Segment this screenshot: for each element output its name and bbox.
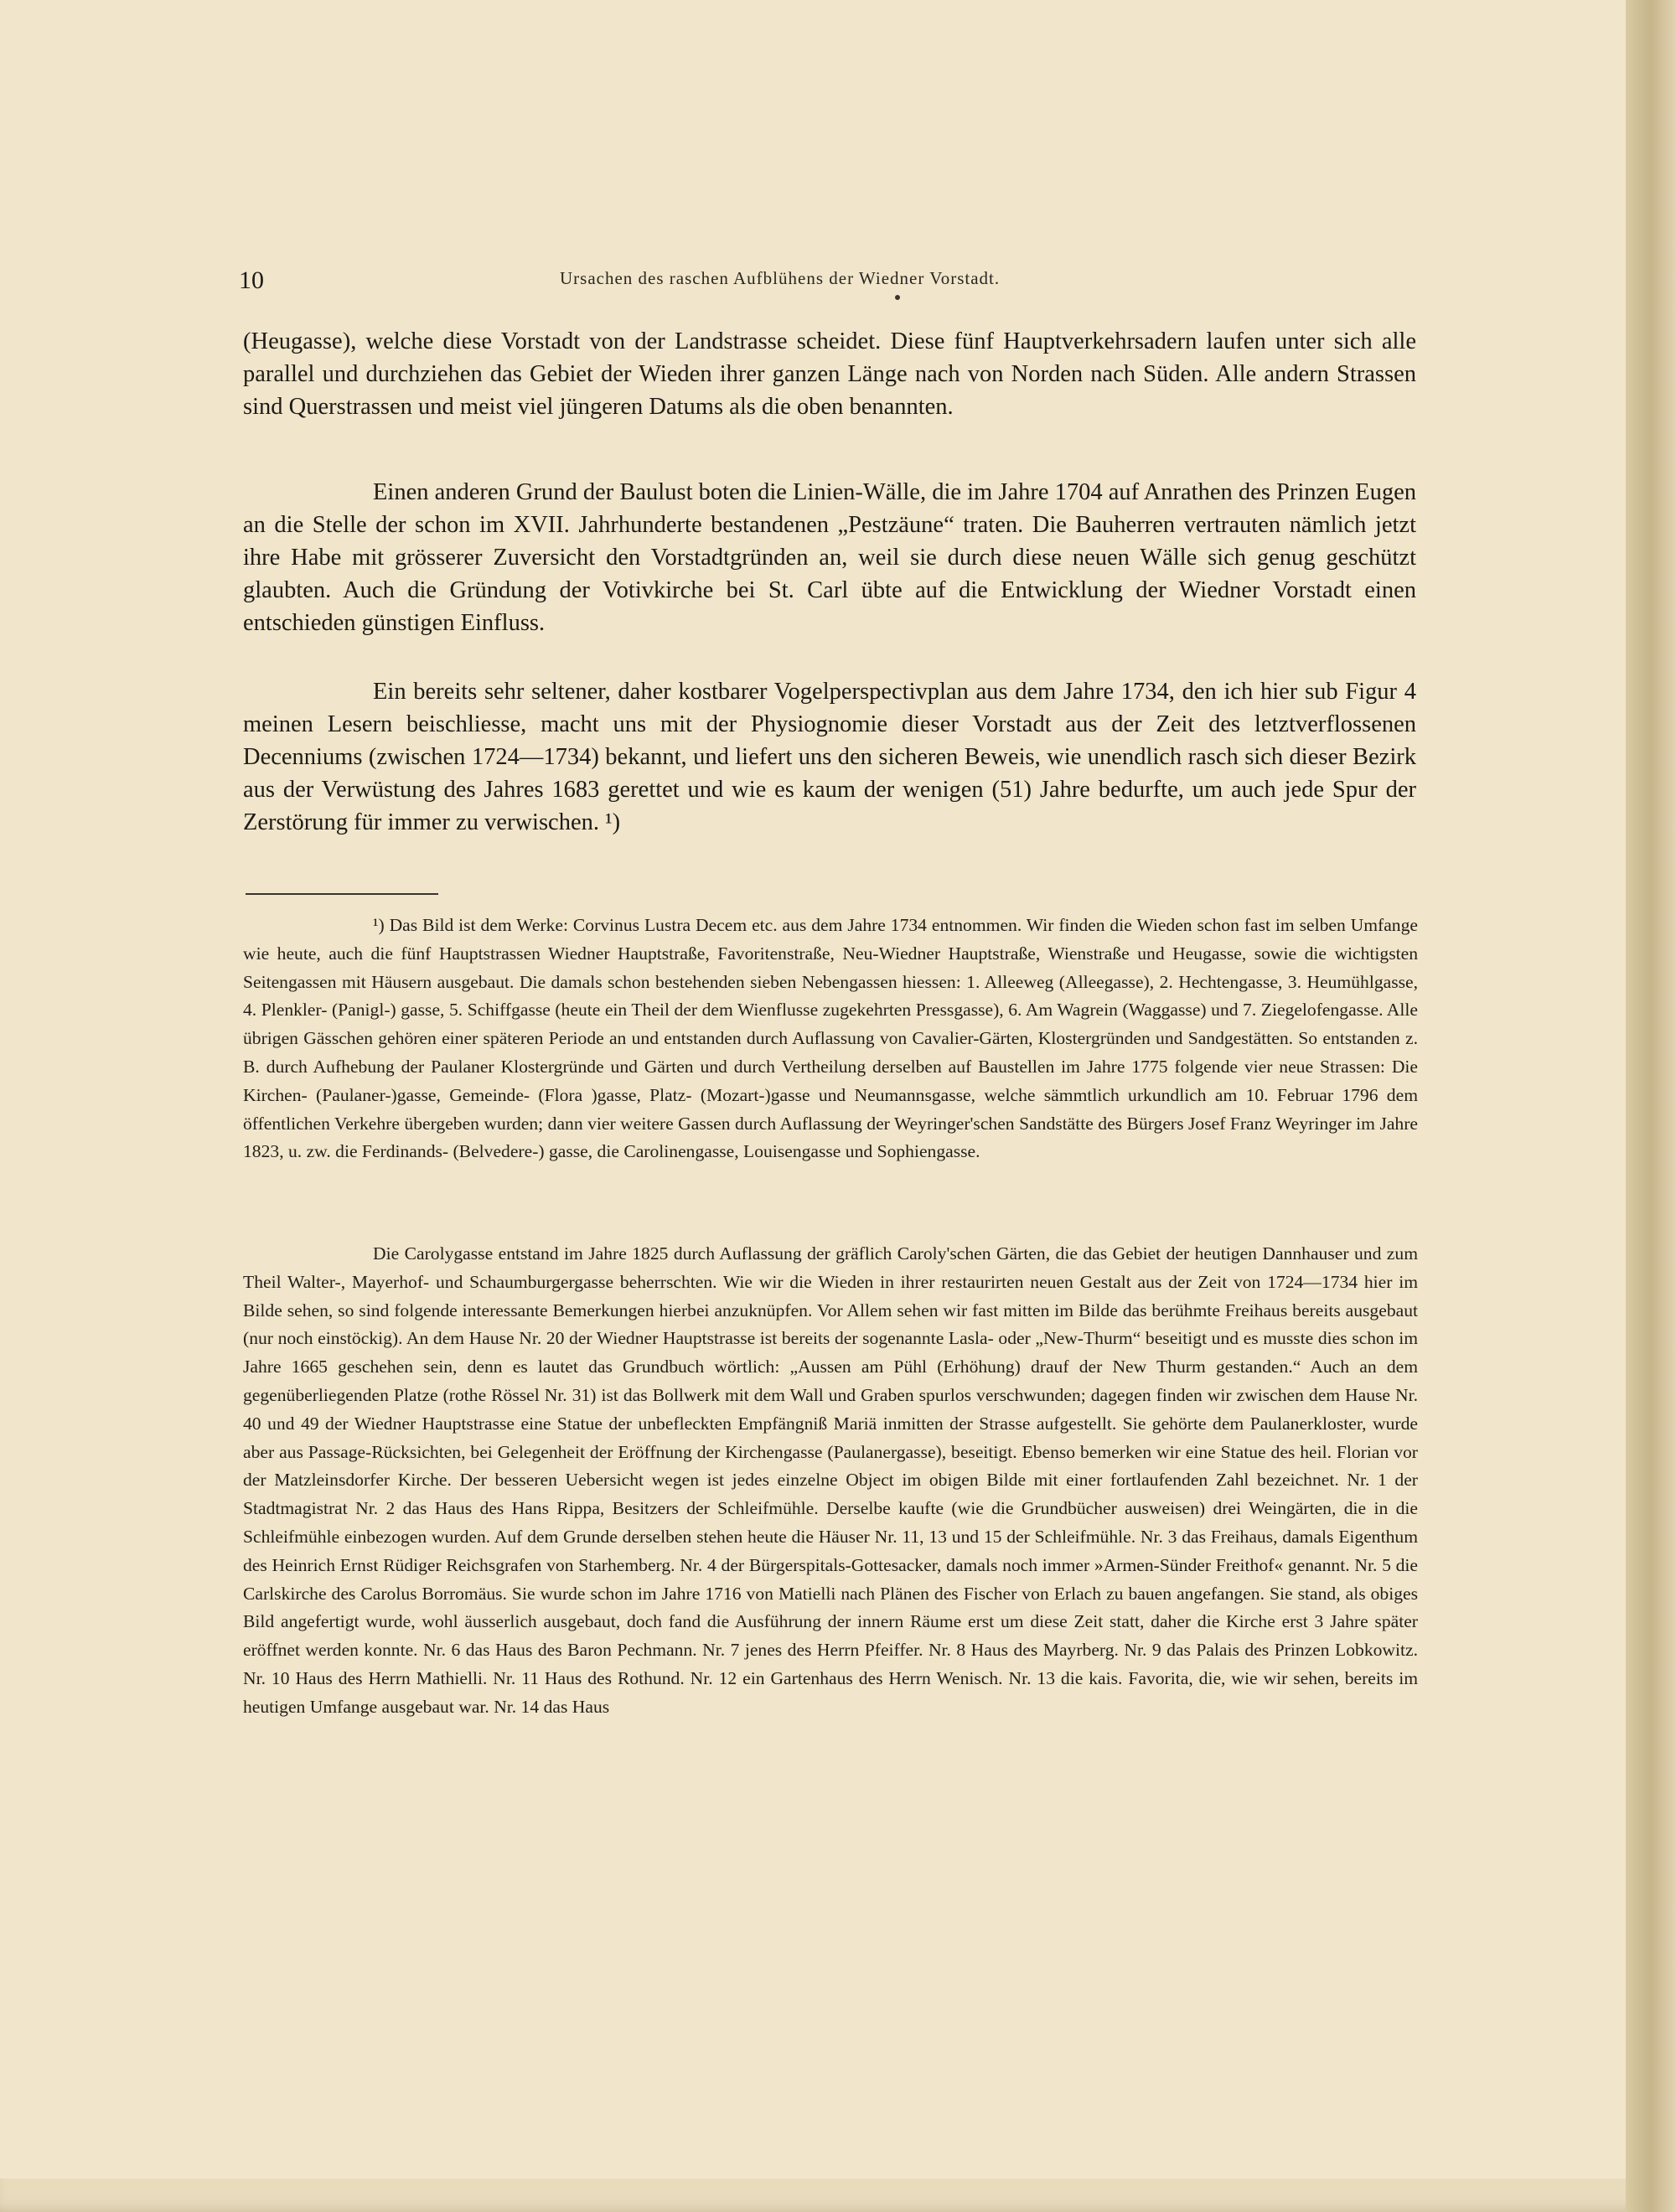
- footnote-text: ¹) Das Bild ist dem Werke: Corvinus Lustra Decem etc. aus dem Jahre 1734 entnommen. Wir finden die Wieden schon fast im selben Umfange wie heute, auch die fünf Hauptstrassen Wiedner Hauptstraße, Favoritenstraße, Neu-Wiedner Hauptstraße, Wienstraße und Heugasse, sowie die wichtigsten Seitengassen mit Häusern ausgebaut. Die damals schon bestehenden sieben Nebengassen hiessen: 1. Alleeweg (Alleegasse), 2. Hechtengasse, 3. Heumühlgasse, 4. Plenkler- (Panigl-) gasse, 5. Schiffgasse (heute ein Theil der dem Wienflusse zugekehrten Pressgasse), 6. Am Wagrein (Waggasse) und 7. Ziegelofengasse. Alle übrigen Gässchen gehören einer späteren Periode an und entstanden durch Auflassung von Cavalier-Gärten, Klostergründen und Sandgestätten. So entstanden z. B. durch Aufhebung der Paulaner Klostergründe und Gärten und durch Vertheilung derselben auf Baustellen im Jahre 1775 folgende vier neue Strassen: Die Kirchen- (Paulaner-)gasse, Gemeinde- (Flora )gasse, Platz- (Mozart-)gasse und Neumannsgasse, welche sämmtlich urkundlich am 10. Februar 1796 dem öffentlichen Verkehre übergeben wurden; dann vier weitere Gassen durch Auflassung der Weyringer'schen Sandstätte des Bürgers Josef Franz Weyringer im Jahre 1823, u. zw. die Ferdinands- (Belvedere-) gasse, die Carolinengasse, Louisengasse und Sophiengasse.: [243, 915, 1418, 1162]
- body-paragraph-1: [243, 325, 1416, 423]
- body-paragraph-3: [243, 675, 1416, 839]
- body-paragraph-2: [243, 476, 1416, 639]
- ink-speck: [895, 295, 900, 300]
- footnote-text: Die Carolygasse entstand im Jahre 1825 durch Auflassung der gräflich Caroly'schen Gärten, die das Gebiet der heutigen Dannhauser und zum Theil Walter-, Mayerhof- und Schaumburgergasse beherrschten. Wie wir die Wieden in ihrer restaurirten neuen Gestalt aus der Zeit von 1724—1734 hier im Bilde sehen, so sind folgende interessante Bemerkungen hierbei anzuknüpfen. Vor Allem sehen wir fast mitten im Bilde das berühmte Freihaus bereits ausgebaut (nur noch einstöckig). An dem Hause Nr. 20 der Wiedner Hauptstrasse ist bereits der sogenannte Lasla- oder „New-Thurm“ beseitigt und es musste dies schon im Jahre 1665 geschehen sein, denn es lautet das Grundbuch wörtlich: „Aussen am Pühl (Erhöhung) drauf der New Thurm gestanden.“ Auch an dem gegenüberliegenden Platze (rothe Rössel Nr. 31) ist das Bollwerk mit dem Wall und Graben spurlos verschwunden; dagegen finden wir zwischen dem Hause Nr. 40 und 49 der Wiedner Hauptstrasse eine Statue der unbefleckten Empfängniß Mariä inmitten der Strasse aufgestellt. Sie gehörte dem Paulanerkloster, wurde aber aus Passage-Rücksichten, bei Gelegenheit der Eröffnung der Kirchengasse (Paulanergasse), beseitigt. Ebenso bemerken wir eine Statue des heil. Florian vor der Matzleinsdorfer Kirche. Der besseren Uebersicht wegen ist jedes einzelne Object im obigen Bilde mit einer fortlaufenden Zahl bezeichnet. Nr. 1 der Stadtmagistrat Nr. 2 das Haus des Hans Rippa, Besitzers der Schleifmühle. Derselbe kaufte (wie die Grundbücher ausweisen) drei Weingärten, die in die Schleifmühle einbezogen wurden. Auf dem Grunde derselben stehen heute die Häuser Nr. 11, 13 und 15 der Schleifmühle. Nr. 3 das Freihaus, damals Eigenthum des Heinrich Ernst Rüdiger Reichsgrafen von Starhemberg. Nr. 4 der Bürgerspitals-Gottesacker, damals noch immer »Armen-Sünder Freithof« genannt. Nr. 5 die Carlskirche des Carolus Borromäus. Sie wurde schon im Jahre 1716 von Matielli nach Plänen des Fischer von Erlach zu bauen angefangen. Sie stand, als obiges Bild angefertigt wurde, wohl äusserlich ausgebaut, doch fand die Ausführung der innern Räume erst um diese Zeit statt, daher die Kirche erst 3 Jahre später eröffnet werden konnte. Nr. 6 das Haus des Baron Pechmann. Nr. 7 jenes des Herrn Pfeiffer. Nr. 8 Haus des Mayrberg. Nr. 9 das Palais des Prinzen Lobkowitz. Nr. 10 Haus des Herrn Mathielli. Nr. 11 Haus des Rothund. Nr. 12 ein Gartenhaus des Herrn Wenisch. Nr. 13 die kais. Favorita, die, wie wir sehen, bereits im heutigen Umfange ausgebaut war. Nr. 14 das Haus: [243, 1243, 1418, 1717]
- paragraph-text: Einen anderen Grund der Baulust boten die Linien-Wälle, die im Jahre 1704 auf Anrathen des Prinzen Eugen an die Stelle der schon im XVII. Jahrhunderte bestandenen „Pestzäune“ traten. Die Bauherren vertrauten nämlich jetzt ihre Habe mit grösserer Zuversicht den Vorstadtgründen an, weil sie durch diese neuen Wälle sich genug geschützt glaubten. Auch die Gründung der Votivkirche bei St. Carl übte auf die Entwicklung der Wiedner Vorstadt einen entschieden günstigen Einfluss.: [243, 479, 1416, 636]
- paragraph-text: (Heugasse), welche diese Vorstadt von der Landstrasse scheidet. Diese fünf Hauptverkehrsadern laufen unter sich alle parallel und durchziehen das Gebiet der Wieden ihrer ganzen Länge nach von Norden nach Süden. Alle andern Strassen sind Querstrassen und meist viel jüngeren Datums als die oben benannten.: [243, 328, 1416, 420]
- page-number: 10: [239, 266, 264, 294]
- paragraph-text: Ein bereits sehr seltener, daher kostbarer Vogelperspectivplan aus dem Jahre 1734, den ich hier sub Figur 4 meinen Lesern beischliesse, macht uns mit der Physiognomie dieser Vorstadt aus der Zeit des letztverflossenen Decenniums (zwischen 1724—1734) bekannt, und liefert uns den sicheren Beweis, wie unendlich rasch sich dieser Bezirk aus der Verwüstung des Jahres 1683 gerettet und wie es kaum der wenigen (51) Jahre bedurfte, um auch jede Spur der Zerstörung für immer zu verwischen. ¹): [243, 679, 1416, 835]
- footnote-rule: [246, 893, 438, 895]
- footnote-continuation: [243, 1240, 1418, 1722]
- running-head: Ursachen des raschen Aufblühens der Wiedner Vorstadt.: [560, 268, 1001, 288]
- book-spine: [1626, 0, 1676, 2212]
- footnote-1: [243, 912, 1418, 1166]
